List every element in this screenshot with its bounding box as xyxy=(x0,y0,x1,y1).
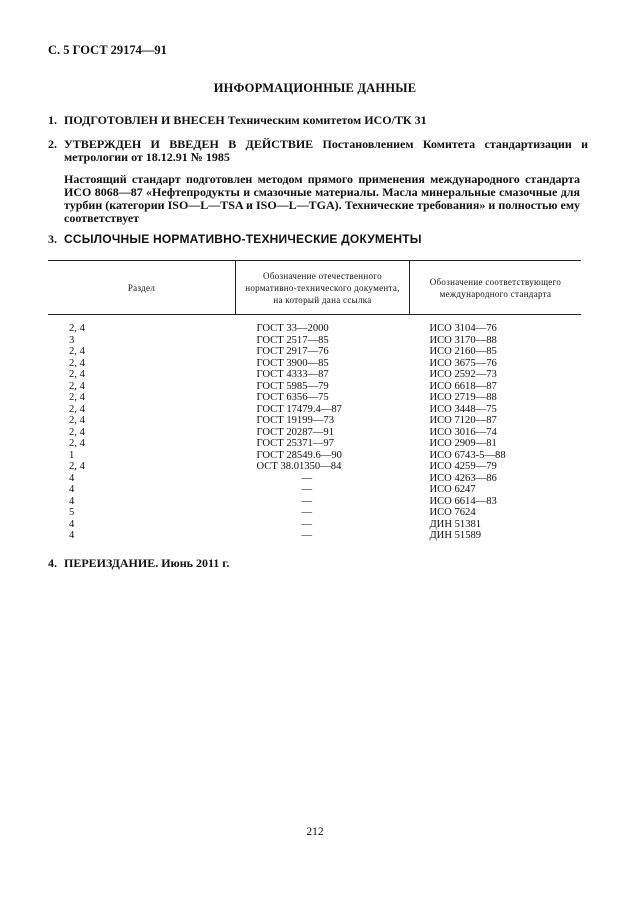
cell-domestic-doc xyxy=(236,496,410,508)
table-row xyxy=(48,315,581,335)
cell-domestic-doc xyxy=(236,519,410,531)
cell-section: 2, 4 xyxy=(69,461,85,472)
section-3-text: ССЫЛОЧНЫЕ НОРМАТИВНО-ТЕХНИЧЕСКИЕ ДОКУМЕНТЫ xyxy=(64,232,422,246)
header-section: Раздел xyxy=(48,261,236,315)
international-standard-text: ДИН 51589 xyxy=(429,530,482,541)
table-row xyxy=(48,507,581,519)
domestic-doc-text: ГОСТ 6356—75 xyxy=(256,392,329,403)
section-4-number: 4. xyxy=(48,556,57,570)
table-row xyxy=(48,415,581,427)
table-body xyxy=(48,315,581,542)
cell-international-standard xyxy=(409,369,581,381)
section-1-text: ПОДГОТОВЛЕН И ВНЕСЕН Техническим комитетом ИСО/ТК 31 xyxy=(64,113,427,127)
domestic-doc-text: ГОСТ 3900—85 xyxy=(256,357,329,369)
international-standard-text: ДИН 51381 xyxy=(429,518,482,530)
cell-international-standard xyxy=(409,530,581,542)
cell-domestic-doc xyxy=(236,507,410,519)
cell-section: 3 xyxy=(69,334,75,346)
cell-section: 2, 4 xyxy=(69,380,85,392)
table-row xyxy=(48,335,581,347)
international-standard-text: ИСО 3016—74 xyxy=(429,426,497,438)
domestic-doc-text: — xyxy=(301,484,313,495)
cell-international-standard xyxy=(409,404,581,416)
cell-domestic-doc xyxy=(236,315,410,335)
international-standard-text: ИСО 4259—79 xyxy=(429,461,497,472)
section-2 xyxy=(48,138,588,164)
table-row xyxy=(48,519,581,531)
section-2-paragraph: Настоящий стандарт подготовлен методом прямого применения международного стандарта ИСО 8068—87 «Нефтепродукты и смазочные материалы. Масла минеральные смазочные для турбин (категории ISO—L—TSA и ISO—L—TGA). Технические требования» и полностью ему соответствует xyxy=(64,172,580,225)
table-header-row xyxy=(48,261,581,315)
international-standard-text: ИСО 2719—88 xyxy=(429,392,497,403)
cell-international-standard xyxy=(409,346,581,358)
cell-section: 2, 4 xyxy=(69,369,85,380)
domestic-doc-text: — xyxy=(301,472,313,484)
domestic-doc-text: — xyxy=(301,507,313,518)
section-3 xyxy=(48,233,588,246)
international-standard-text: ИСО 3448—75 xyxy=(429,403,497,415)
international-standard-text: ИСО 6743-5—88 xyxy=(429,449,506,461)
cell-section: 4 xyxy=(69,530,75,541)
domestic-doc-text: — xyxy=(301,518,313,530)
domestic-doc-text: ГОСТ 19199—73 xyxy=(256,415,335,426)
page-number: 212 xyxy=(306,826,324,838)
cell-domestic-doc xyxy=(236,461,410,473)
international-standard-text: ИСО 3675—76 xyxy=(429,357,497,369)
domestic-doc-text: — xyxy=(301,530,313,541)
table-row xyxy=(48,404,581,416)
cell-section: 2, 4 xyxy=(69,357,85,369)
cell-section: 2, 4 xyxy=(69,346,85,357)
cell-domestic-doc xyxy=(236,530,410,542)
cell-international-standard xyxy=(409,438,581,450)
international-standard-text: ИСО 7624 xyxy=(429,507,476,518)
international-standard-text: ИСО 4263—86 xyxy=(429,472,497,484)
cell-international-standard xyxy=(409,496,581,508)
cell-international-standard xyxy=(409,335,581,347)
cell-domestic-doc xyxy=(236,438,410,450)
section-1 xyxy=(48,114,588,127)
cell-international-standard xyxy=(409,461,581,473)
international-standard-text: ИСО 2592—73 xyxy=(429,369,497,380)
cell-section: 2, 4 xyxy=(69,426,85,438)
section-1-number: 1. xyxy=(48,113,57,127)
cell-section: 5 xyxy=(69,507,75,518)
section-2-text: УТВЕРЖДЕН И ВВЕДЕН В ДЕЙСТВИЕ Постановлением Комитета стандартизации и метрологии от 18.12.91 № 1985 xyxy=(64,137,588,164)
table-row xyxy=(48,530,581,542)
section-2-number: 2. xyxy=(48,137,57,151)
cell-international-standard xyxy=(409,473,581,485)
domestic-doc-text: ГОСТ 5985—79 xyxy=(256,380,329,392)
domestic-doc-text: ГОСТ 25371—97 xyxy=(256,438,335,449)
domestic-doc-text: ГОСТ 2917—76 xyxy=(256,346,329,357)
domestic-doc-text: ГОСТ 28549.6—90 xyxy=(256,449,342,461)
cell-international-standard xyxy=(409,484,581,496)
cell-section: 2, 4 xyxy=(69,392,85,403)
cell-international-standard xyxy=(409,381,581,393)
header-international-standard: Обозначение соответствующего международного стандарта xyxy=(409,261,581,315)
page-title: ИНФОРМАЦИОННЫЕ ДАННЫЕ xyxy=(213,81,417,95)
table-row xyxy=(48,496,581,508)
cell-section: 4 xyxy=(69,472,75,484)
references-table xyxy=(48,260,581,542)
international-standard-text: ИСО 2909—81 xyxy=(429,438,497,449)
table-row xyxy=(48,369,581,381)
cell-domestic-doc xyxy=(236,427,410,439)
cell-section: 4 xyxy=(69,484,75,495)
cell-domestic-doc xyxy=(236,381,410,393)
table-row xyxy=(48,484,581,496)
table-row xyxy=(48,427,581,439)
table-row xyxy=(48,438,581,450)
cell-domestic-doc xyxy=(236,404,410,416)
section-3-number: 3. xyxy=(48,232,57,246)
cell-international-standard xyxy=(409,392,581,404)
cell-section: 1 xyxy=(69,449,75,461)
table-row xyxy=(48,392,581,404)
table-row xyxy=(48,461,581,473)
cell-domestic-doc xyxy=(236,358,410,370)
cell-section: 2, 4 xyxy=(69,438,85,449)
domestic-doc-text: — xyxy=(301,495,313,507)
domestic-doc-text: ГОСТ 4333—87 xyxy=(256,369,329,380)
international-standard-text: ИСО 6247 xyxy=(429,484,476,495)
table-row xyxy=(48,450,581,462)
cell-domestic-doc xyxy=(236,346,410,358)
cell-section: 2, 4 xyxy=(69,323,85,334)
cell-domestic-doc xyxy=(236,450,410,462)
cell-international-standard xyxy=(409,427,581,439)
cell-international-standard xyxy=(409,507,581,519)
cell-domestic-doc xyxy=(236,369,410,381)
table-row xyxy=(48,358,581,370)
cell-domestic-doc xyxy=(236,484,410,496)
table-row xyxy=(48,381,581,393)
domestic-doc-text: ГОСТ 2517—85 xyxy=(256,334,329,346)
cell-domestic-doc xyxy=(236,415,410,427)
page-header: С. 5 ГОСТ 29174—91 xyxy=(48,43,167,57)
cell-section: 4 xyxy=(69,495,75,507)
domestic-doc-text: ГОСТ 20287—91 xyxy=(256,426,335,438)
section-4 xyxy=(48,557,588,570)
cell-international-standard xyxy=(409,315,581,335)
domestic-doc-text: ГОСТ 33—2000 xyxy=(256,323,329,334)
cell-domestic-doc xyxy=(236,392,410,404)
cell-section: 2, 4 xyxy=(69,415,85,426)
cell-international-standard xyxy=(409,358,581,370)
international-standard-text: ИСО 3104—76 xyxy=(429,323,497,334)
domestic-doc-text: ГОСТ 17479.4—87 xyxy=(256,403,342,415)
cell-international-standard xyxy=(409,450,581,462)
domestic-doc-text: ОСТ 38.01350—84 xyxy=(256,461,342,472)
header-domestic-doc: Обозначение отечественного нормативно-технического документа, на который дана ссылка xyxy=(236,261,410,315)
cell-domestic-doc xyxy=(236,335,410,347)
section-4-text: ПЕРЕИЗДАНИЕ. Июнь 2011 г. xyxy=(64,556,230,570)
cell-international-standard xyxy=(409,415,581,427)
cell-international-standard xyxy=(409,519,581,531)
international-standard-text: ИСО 3170—88 xyxy=(429,334,497,346)
international-standard-text: ИСО 7120—87 xyxy=(429,415,497,426)
cell-section: 2, 4 xyxy=(69,403,85,415)
table-row xyxy=(48,346,581,358)
international-standard-text: ИСО 6614—83 xyxy=(429,495,497,507)
international-standard-text: ИСО 2160—85 xyxy=(429,346,497,357)
international-standard-text: ИСО 6618—87 xyxy=(429,380,497,392)
table-row xyxy=(48,473,581,485)
cell-section: 4 xyxy=(69,518,75,530)
cell-domestic-doc xyxy=(236,473,410,485)
